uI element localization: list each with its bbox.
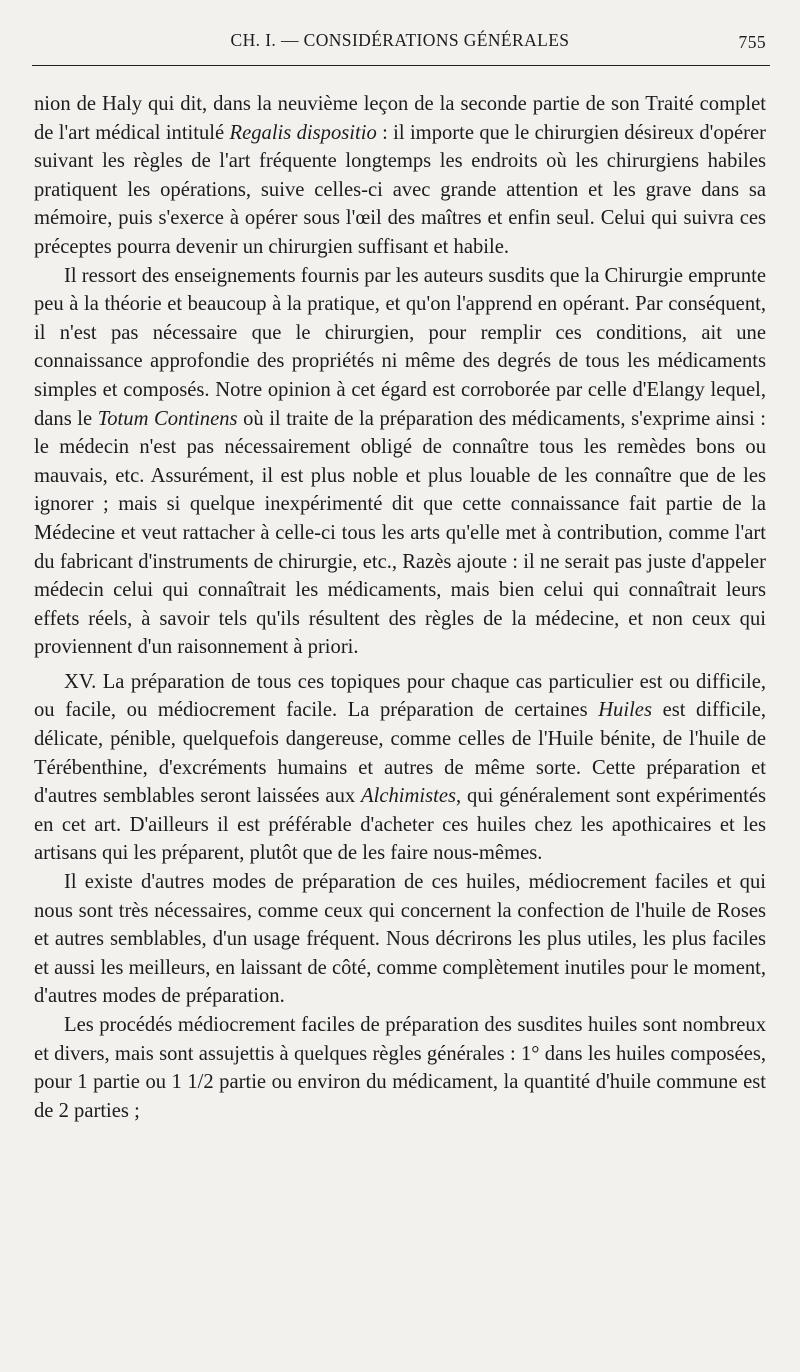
paragraph-1 xyxy=(34,90,766,262)
term-alchimistes: Alchimistes xyxy=(361,785,456,808)
paragraph-2 xyxy=(34,262,766,662)
term-huiles: Huiles xyxy=(598,699,652,722)
book-title-totum: Totum Continens xyxy=(97,407,238,430)
paragraph-3-section-xv xyxy=(34,668,766,868)
paragraph-1-text-a: nion de Haly qui dit, dans la neuvième leçon de la seconde partie de son Traité complet de l'art médical intitulé xyxy=(34,93,766,144)
paragraph-2-text-a: Il ressort des enseignements fournis par les auteurs susdits que la Chirurgie emprunte peu à la théorie et beaucoup à la pratique, et qu'on l'apprend en opérant. Par conséquent, il n'est pas nécessaire que le chirurgien, pour remplir ces conditions, ait une connaissance approfondie des propriétés ni même des degrés de tous les médicaments simples et composés. Notre opinion à cet égard est corroborée par celle d'Elangy lequel, dans le xyxy=(34,264,766,430)
paragraph-5 xyxy=(34,1011,766,1125)
book-title-regalis: Regalis dispositio xyxy=(229,121,377,144)
paragraph-3-text-b: est difficile, délicate, pénible, quelquefois dangereuse, comme celles de l'Huile bénite, de l'huile de Térébenthine, d'excréments humains et autres de même sorte. Cette préparation et d'autres semblables seront laissées aux xyxy=(34,699,766,808)
page-number: 755 xyxy=(738,32,766,52)
paragraph-2-text-b: où il traite de la préparation des médicaments, s'exprime ainsi : le médecin n'est pas nécessairement obligé de connaître tous les remèdes bons ou mauvais, etc. Assurément, il est plus noble et plus louable de les connaître que de les ignorer ; mais si quelque inexpérimenté dit que cette connaissance fait partie de la Médecine et veut rattacher à celle-ci tous les arts qu'elle met à contribution, comme l'art du fabricant d'instruments de chirurgie, etc., Razès ajoute : il ne serait pas juste d'appeler médecin celui qui connaîtrait les médicaments, mais bien celui qui connaîtrait leurs effets réels, à savoir tels qu'ils résultent des règles de la médecine, et non ceux qui proviennent d'un raisonnement à priori. xyxy=(34,407,766,659)
paragraph-5-text: Les procédés médiocrement faciles de préparation des susdites huiles sont nombreux et divers, mais sont assujettis à quelques règles générales : 1° dans les huiles composées, pour 1 partie ou 1 1/2 partie ou environ du médicament, la quantité d'huile commune est de 2 parties ; xyxy=(34,1014,766,1122)
paragraph-3-text-a: XV. La préparation de tous ces topiques pour chaque cas particulier est ou difficile, ou facile, ou médiocrement facile. La préparation de certaines xyxy=(34,670,766,722)
chapter-heading: CH. I. — CONSIDÉRATIONS GÉNÉRALES xyxy=(230,30,570,50)
paragraph-1-text-b: : il importe que le chirurgien désireux d'opérer suivant les règles de l'art fréquente longtemps les endroits où les chirurgiens habiles pratiquent les opérations, suive celles-ci avec grande attention et les grave dans sa mémoire, puis s'exerce à opérer sous l'œil des maîtres et enfin seul. Celui qui suivra ces préceptes pourra devenir un chirurgien suffisant et habile. xyxy=(34,121,766,258)
paragraph-4-text: Il existe d'autres modes de préparation de ces huiles, médiocrement faciles et qui nous sont très nécessaires, comme ceux qui concernent la confection de l'huile de Roses et autres semblables, d'un usage fréquent. Nous décrirons les plus utiles, les plus faciles et aussi les meilleurs, en laissant de côté, comme complètement inutiles pour le moment, d'autres modes de préparation. xyxy=(34,871,766,1008)
paragraph-4 xyxy=(34,868,766,1011)
running-header xyxy=(34,30,766,60)
paragraph-3-text-c: , qui généralement sont expérimentés en cet art. D'ailleurs il est préférable d'acheter ces huiles chez les apothicaires et les artisans qui les préparent, plutôt que de les faire nous-mêmes. xyxy=(34,785,766,865)
header-rule xyxy=(32,65,770,66)
text-body xyxy=(34,90,766,1125)
